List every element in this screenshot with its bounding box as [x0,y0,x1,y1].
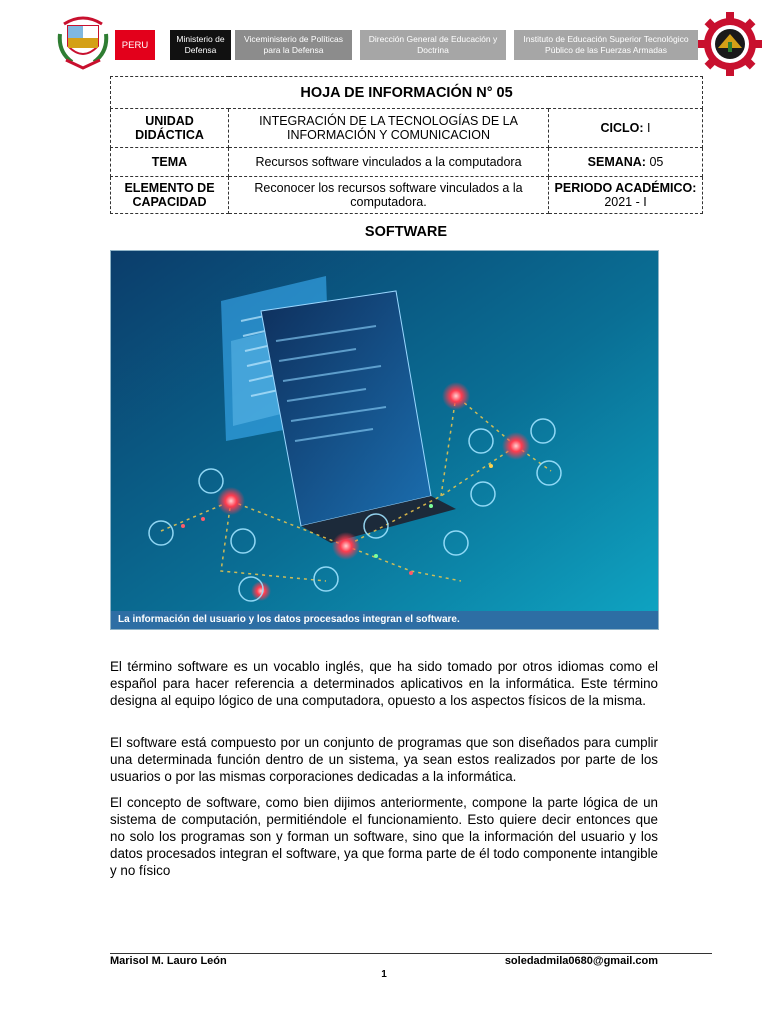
peru-coat-of-arms-logo [56,12,110,70]
periodo-cell [549,177,703,214]
tema-label: TEMA [111,148,229,177]
semana-value: 05 [649,155,664,169]
software-illustration [110,250,659,630]
institute-gear-logo [698,12,762,76]
ciclo-cell [549,109,703,148]
table-row [111,177,703,214]
periodo-value: 2021 - I [604,195,647,209]
ciclo-value: I [647,121,651,135]
semana-cell [549,148,703,177]
tema-value: Recursos software vinculados a la computadora [229,148,549,177]
instituto-label: Instituto de Educación Superior Tecnológico Público de las Fuerzas Armadas [514,30,698,60]
viceministerio-label: Viceministerio de Políticas para la Defensa [235,30,352,60]
table-row [111,148,703,177]
paragraph: El software está compuesto por un conjunto de programas que son diseñados para cumplir una determinada función dentro de un sistema, ya sean estos realizados por parte de los usuarios o por las mismas corporaciones dedicadas a la informática. [110,735,658,784]
footer-author: Marisol M. Lauro León [110,955,227,967]
paragraph: El concepto de software, como bien dijimos anteriormente, compone la parte lógica de un sistema de computación, permitiéndole el funcionamiento. Esto quiere decir entonces que no solo los programas son y forman un software, sino que la información del usuario y los datos procesados integran el software, ya que forma parte de él todo componente intangible y no físico [110,795,658,878]
elemento-value: Reconocer los recursos software vinculados a la computadora. [229,177,549,214]
semana-label: SEMANA: [587,155,646,169]
figure-caption: La información del usuario y los datos procesados integran el software. [111,611,658,629]
unidad-value: INTEGRACIÓN DE LA TECNOLOGÍAS DE LA INFORMACIÓN Y COMUNICACION [229,109,549,148]
table-row [111,109,703,148]
footer-divider [110,953,712,954]
page-number: 1 [381,969,387,980]
sheet-title: HOJA DE INFORMACIÓN N° 05 [111,77,703,109]
ministerio-label: Ministerio de Defensa [170,30,231,60]
table-title-row [111,77,703,109]
info-table [110,76,703,214]
elemento-label: ELEMENTO DE CAPACIDAD [111,177,229,214]
footer-email: soledadmila0680@gmail.com [504,955,658,967]
peru-label: PERU [115,30,155,60]
periodo-label: PERIODO ACADÉMICO: [554,181,697,195]
section-title: SOFTWARE [364,224,448,240]
direccion-label: Dirección General de Educación y Doctrina [360,30,506,60]
laptop-network-image [111,251,659,630]
paragraph: El término software es un vocablo inglés, que ha sido tomado por otros idiomas como el español para hacer referencia a determinados aplicativos en la informática. Este término designa al equipo lógico de una computadora, opuesto a los aspectos físicos de la misma. [110,659,658,708]
ciclo-label: CICLO: [600,121,644,135]
unidad-label: UNIDAD DIDÁCTICA [111,109,229,148]
